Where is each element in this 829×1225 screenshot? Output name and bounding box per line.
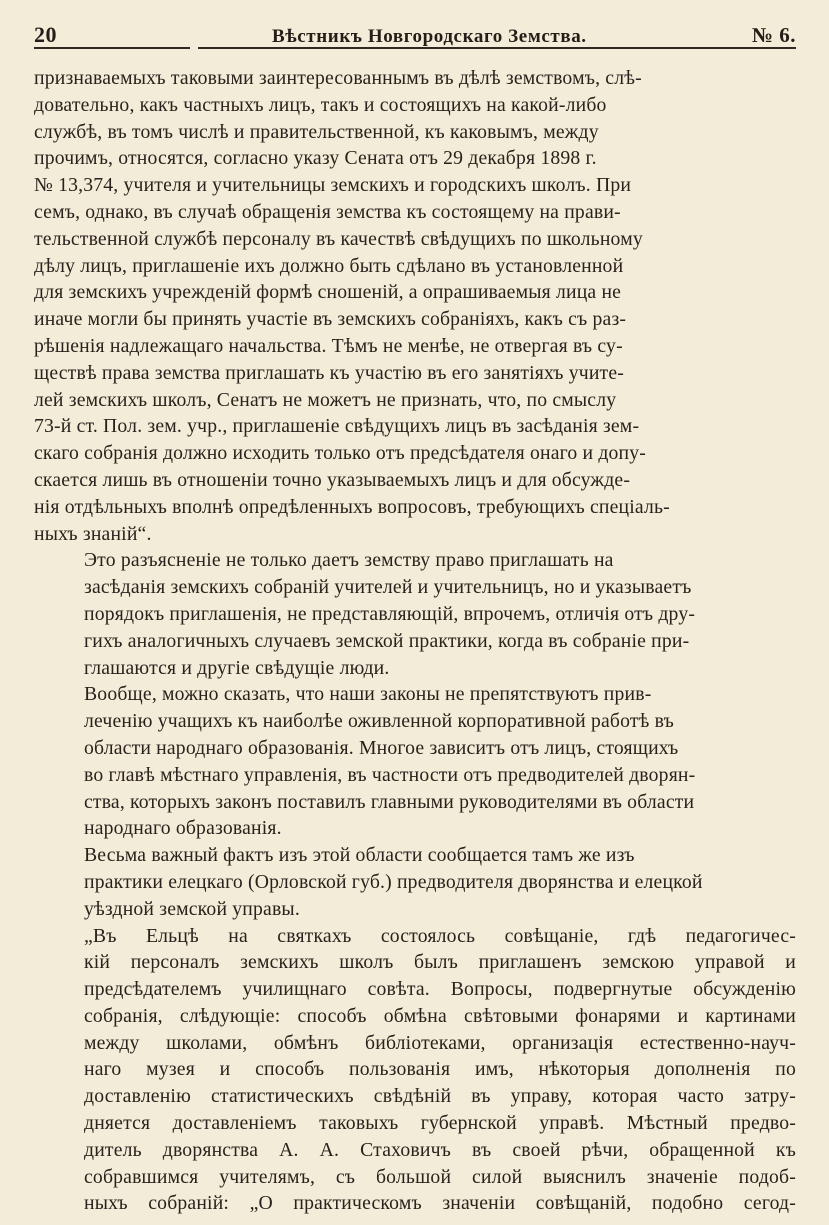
text-line: дитель дворянства А. А. Стаховичъ въ своей рѣчи, обращенной къ bbox=[84, 1138, 796, 1161]
paragraph-2 bbox=[34, 547, 796, 681]
paragraph-1 bbox=[34, 65, 796, 547]
text-line: 73-й ст. Пол. зем. учр., приглашеніе свѣдущихъ лицъ въ засѣданія зем- bbox=[34, 415, 640, 438]
text-line: Весьма важный фактъ изъ этой области сообщается тамъ же изъ bbox=[84, 844, 635, 867]
text-line: довательно, какъ частныхъ лицъ, такъ и состоящихъ на какой-либо bbox=[34, 93, 607, 116]
text-line: для земскихъ учрежденій формѣ сношеній, а опрашиваемыя лица не bbox=[34, 281, 622, 304]
text-line: леченію учащихъ къ наиболѣе оживленной корпоративной работѣ въ bbox=[84, 710, 674, 733]
page-number: 20 bbox=[34, 22, 57, 47]
article-body bbox=[34, 65, 796, 1217]
text-line: предсѣдателемъ училищнаго совѣта. Вопросы, подвергнутые обсужденію bbox=[84, 978, 796, 1001]
issue-number: № 6. bbox=[751, 23, 796, 47]
text-line: засѣданія земскихъ собраній учителей и учительницъ, но и указываетъ bbox=[84, 576, 692, 599]
text-line: уѣздной земской управы. bbox=[84, 897, 300, 920]
text-line: семъ, однако, въ случаѣ обращенія земства къ состоящему на прави- bbox=[34, 200, 621, 223]
text-line: наго музея и способъ пользованія имъ, нѣкоторыя дополненія по bbox=[84, 1058, 796, 1081]
text-line: кій персоналъ земскихъ школъ былъ приглашенъ земскою управой и bbox=[84, 951, 796, 974]
text-line: между школами, обмѣнъ библіотеками, организація естественно-науч- bbox=[84, 1031, 796, 1054]
text-line: ства, которыхъ законъ поставилъ главными руководителями въ области bbox=[84, 790, 695, 813]
text-line: ныхъ собраній: „О практическомъ значеніи совѣщаній, подобно сегод- bbox=[84, 1192, 796, 1215]
text-line: народнаго образованія. bbox=[84, 817, 282, 840]
text-line: области народнаго образованія. Многое зависитъ отъ лицъ, стоящихъ bbox=[84, 736, 679, 759]
text-line: службѣ, въ томъ числѣ и правительственной, къ каковымъ, между bbox=[34, 120, 599, 143]
text-line: признаваемыхъ таковыми заинтересованнымъ въ дѣлѣ земствомъ, слѣ- bbox=[34, 67, 642, 89]
text-line: практики елецкаго (Орловской губ.) предводителя дворянства и елецкой bbox=[84, 870, 703, 893]
text-line: собранія, слѣдующіе: способъ обмѣна свѣтовыми фонарями и картинами bbox=[84, 1004, 796, 1027]
text-line: скается лишь въ отношеніи точно указываемыхъ лицъ и для обсужде- bbox=[34, 468, 631, 491]
text-line: № 13,374, учителя и учительницы земскихъ и городскихъ школъ. При bbox=[34, 174, 632, 197]
text-line: прочимъ, относятся, согласно указу Сената отъ 29 декабря 1898 г. bbox=[34, 147, 597, 170]
text-line: во главѣ мѣстнаго управленія, въ частности отъ предводителей дворян- bbox=[84, 763, 696, 786]
text-line: тельственной службѣ персоналу въ качествѣ свѣдущихъ по школьному bbox=[34, 227, 643, 250]
text-line: собравшимся учителямъ, съ большой силой выяснилъ значеніе подоб- bbox=[84, 1165, 796, 1188]
text-line: ществѣ права земства приглашать къ участію въ его занятіяхъ учите- bbox=[34, 361, 624, 384]
text-line: доставленію статистическихъ свѣдѣній въ управу, которая часто затру- bbox=[84, 1085, 796, 1108]
header-rule-left bbox=[34, 47, 190, 49]
paragraph-4 bbox=[34, 842, 796, 922]
text-line: лей земскихъ школъ, Сенатъ не можетъ не признать, что, по смыслу bbox=[34, 388, 617, 411]
text-line: Это разъясненіе не только даетъ земству право приглашать на bbox=[84, 549, 614, 572]
paragraph-5 bbox=[34, 923, 796, 1218]
text-line: ныхъ знаній“. bbox=[34, 522, 152, 545]
text-line: глашаются и другіе свѣдущіе люди. bbox=[84, 656, 390, 679]
text-line: рѣшенія надлежащаго начальства. Тѣмъ не менѣе, не отвергая въ су- bbox=[34, 334, 623, 357]
text-line: „Въ Ельцѣ на святкахъ состоялось совѣщаніе, гдѣ педагогичес- bbox=[84, 924, 796, 947]
text-line: порядокъ приглашенія, не представляющій, впрочемъ, отличія отъ дру- bbox=[84, 602, 696, 625]
text-line: Вообще, можно сказать, что наши законы не препятствуютъ прив- bbox=[84, 683, 652, 706]
text-line: нія отдѣльныхъ вполнѣ опредѣленныхъ вопросовъ, требующихъ спеціаль- bbox=[34, 495, 670, 518]
text-line: иначе могли бы принять участіе въ земскихъ собраніяхъ, какъ съ раз- bbox=[34, 308, 627, 331]
header-rule-right bbox=[198, 47, 796, 49]
text-line: дѣлу лицъ, приглашеніе ихъ должно быть сдѣлано въ установленной bbox=[34, 254, 624, 277]
text-line: скаго собранія должно исходить только отъ предсѣдателя онаго и допу- bbox=[34, 442, 647, 465]
text-line: гихъ аналогичныхъ случаевъ земской практики, когда въ собраніе при- bbox=[84, 629, 690, 652]
running-title: Вѣстникъ Новгородскаго Земства. bbox=[272, 26, 587, 47]
text-line: дняется доставленіемъ таковыхъ губернской управѣ. Мѣстный предво- bbox=[84, 1112, 796, 1135]
paragraph-3 bbox=[34, 681, 796, 842]
